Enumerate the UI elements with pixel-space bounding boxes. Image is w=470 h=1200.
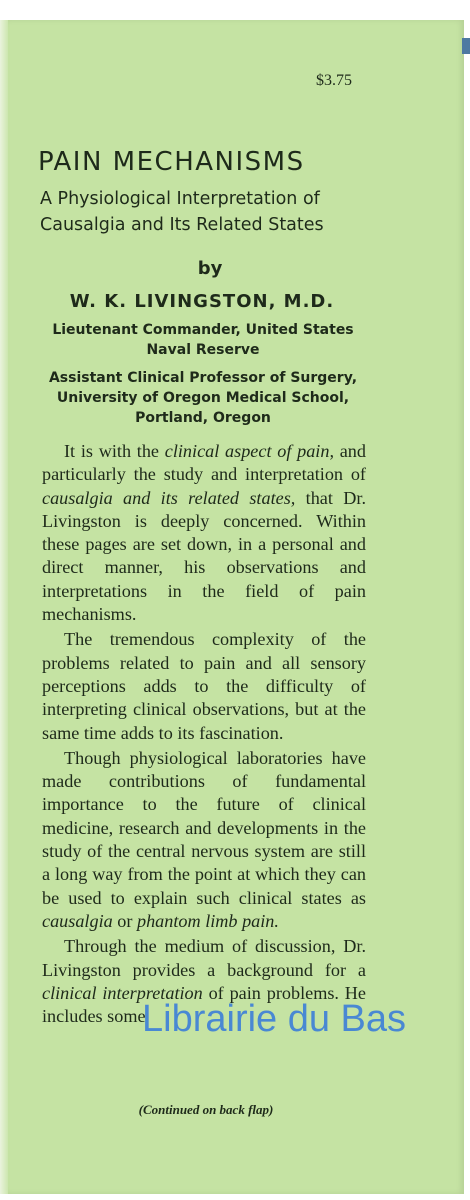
- italic-run: clinical interpretation: [42, 982, 203, 1003]
- continued-note: (Continued on back flap): [138, 1102, 274, 1117]
- text-run: Through the medium of discussion, Dr. Livingston provides a background for a: [42, 936, 366, 980]
- italic-run: causalgia: [42, 910, 113, 931]
- book-subtitle: A Physiological Interpretation of Causalgia and Its Related States: [40, 189, 324, 235]
- body-paragraph: [42, 628, 366, 744]
- book-edge-strip: [462, 38, 470, 54]
- text-run: and particularly the study and interpretation of: [42, 441, 366, 485]
- text-run: of pain problems. He includes some: [42, 982, 367, 1027]
- book-title: PAIN MECHANISMS: [38, 147, 305, 177]
- price-label: $3.75: [316, 72, 352, 89]
- by-label: by: [197, 258, 223, 279]
- text-run: or: [112, 910, 137, 931]
- author-name: W. K. LIVINGSTON, M.D.: [69, 291, 335, 312]
- author-affiliation-university: Assistant Clinical Professor of Surgery, University of Oregon Medical School, Portland, Oregon: [48, 370, 358, 426]
- body-paragraph: [42, 747, 366, 933]
- italic-run: clinical aspect of pain,: [164, 441, 334, 461]
- flap-description: [42, 440, 366, 1030]
- italic-run: phantom limb pain.: [136, 910, 279, 931]
- body-paragraph: [42, 440, 366, 626]
- watermark: Librairie du Bas: [142, 998, 407, 1040]
- text-run: Though physiological laboratories have made contributions of fundamental importance to the future of clinical medicine, research and developments in the study of the central nervous system are still a long way from the point at which they can be used to explain such clinical states as: [42, 747, 366, 908]
- text-run: that Dr. Livingston is deeply concerned. Within these pages are set down, in a personal and direct manner, his observations and interpretations in the field of pain mechanisms.: [42, 487, 366, 625]
- text-run: It is with the: [64, 441, 165, 461]
- text-run: The tremendous complexity of the problems related to pain and all sensory perceptions adds to the difficulty of interpreting clinical observations, but at the same time adds to its fascination.: [42, 629, 366, 743]
- author-affiliation-navy: Lieutenant Commander, United States Naval Reserve: [52, 322, 354, 358]
- italic-run: causalgia and its related states,: [42, 487, 296, 508]
